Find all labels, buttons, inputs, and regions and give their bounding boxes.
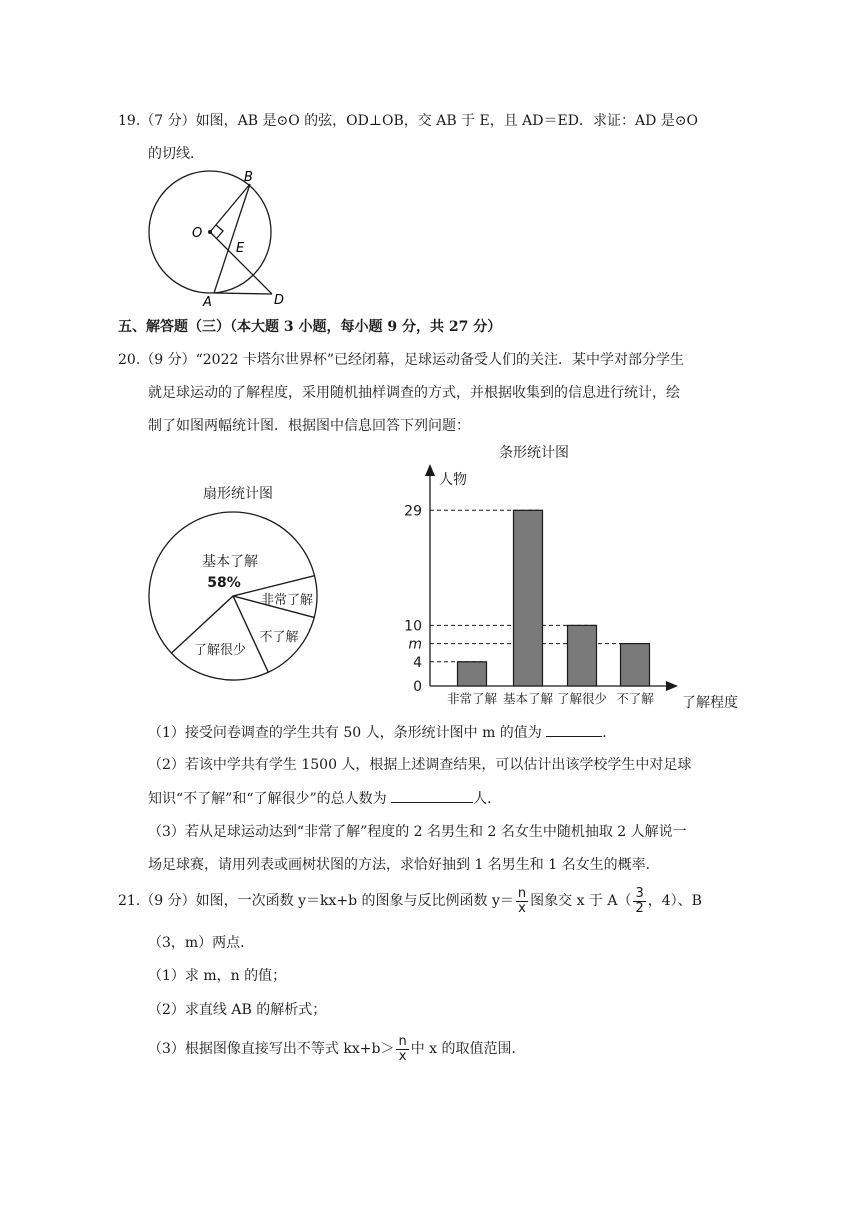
y-tick-label-29: 29 <box>404 503 422 520</box>
x-axis-arrow <box>666 681 678 691</box>
q20-sub3-line2: 场足球赛，请用列表或画树状图的方法，求恰好抽到 1 名男生和 1 名女生的概率． <box>148 857 660 873</box>
x-tick-label-了解很少: 了解很少 <box>556 691 608 706</box>
bar-了解很少 <box>568 625 597 686</box>
fraction-n-over-x-2 <box>396 1035 408 1064</box>
right-angle-mark <box>216 225 223 238</box>
q19-circle-figure <box>140 164 300 310</box>
bar-基本了解 <box>514 510 543 686</box>
q21-sub3-text-b: 中 x 的取值范围． <box>410 1041 526 1057</box>
q21-sub3-text-a: （3）根据图像直接写出不等式 kx+b＞ <box>148 1041 395 1057</box>
q21-sub3 <box>148 1034 525 1064</box>
bar-chart <box>390 440 750 716</box>
y-tick-label-m: m <box>408 636 422 653</box>
q20-line2: 就足球运动的了解程度，采用随机抽样调查的方式，并根据收集到的信息进行统计，绘 <box>148 385 680 401</box>
label-e: E <box>236 241 245 256</box>
q21-text-b: 图象交 x 于 A（ <box>530 893 632 909</box>
q21-text-a: 21.（9 分）如图，一次函数 y＝kx+b 的图象与反比例函数 y＝ <box>118 893 514 909</box>
answer-blank-m[interactable] <box>546 722 602 737</box>
q21-line1 <box>118 886 702 916</box>
fraction-n-over-x <box>516 887 528 916</box>
bar-不了解 <box>621 644 650 686</box>
q21-line2: （3，m）两点． <box>148 935 255 951</box>
q21-sub2: （2）求直线 AB 的解析式； <box>148 1002 327 1018</box>
q20-line1: 20.（9 分）“2022 卡塔尔世界杯”已经闭幕，足球运动备受人们的关注．某中学对部分学生 <box>118 352 685 368</box>
q19-line2: 的切线． <box>148 146 204 162</box>
frac2-denominator-x: x <box>398 1048 407 1064</box>
q20-sub2-line1: （2）若该中学共有学生 1500 人，根据上述调查结果，可以估计出该学校学生中对足球 <box>148 757 692 773</box>
segment-ab <box>214 184 250 293</box>
section-title: 五、解答题（三）（本大题 3 小题，每小题 9 分，共 27 分） <box>118 319 502 335</box>
frac-numerator-3: 3 <box>635 885 644 901</box>
frac-denominator-x: x <box>518 900 526 916</box>
bar-title: 条形统计图 <box>499 445 569 461</box>
q20-sub3-line1: （3）若从足球运动达到“非常了解”程度的 2 名男生和 2 名女生中随机抽取 2 人解说一 <box>148 824 687 840</box>
segment-ob <box>210 184 250 232</box>
label-a: A <box>203 295 212 310</box>
frac-numerator-n: n <box>517 885 527 901</box>
q20-sub2-text: 知识“不了解”和“了解很少”的总人数为 <box>148 791 387 807</box>
pie-label-basic-percent: 58% <box>207 575 241 591</box>
frac2-numerator-n: n <box>398 1033 407 1049</box>
pie-chart <box>140 480 340 690</box>
segment-ad <box>214 293 272 294</box>
q20-line3: 制了如图两幅统计图．根据图中信息回答下列问题： <box>148 418 470 434</box>
label-d: D <box>274 293 285 308</box>
pie-label-very: 非常了解 <box>260 593 314 608</box>
pie-title: 扇形统计图 <box>203 486 273 502</box>
x-axis-label: 了解程度 <box>682 695 738 711</box>
y-axis-label: 人物 <box>439 472 467 488</box>
y-tick-label-4: 4 <box>413 654 422 671</box>
frac-denominator-2: 2 <box>635 900 644 916</box>
bar-非常了解 <box>458 662 487 686</box>
x-tick-label-非常了解: 非常了解 <box>446 691 498 706</box>
label-b: B <box>244 170 253 185</box>
q20-sub2-line2 <box>148 788 501 809</box>
x-tick-label-不了解: 不了解 <box>616 691 654 706</box>
q20-sub1-end: ． <box>602 725 617 741</box>
label-o: O <box>192 226 203 241</box>
q20-sub1-text: （1）接受问卷调查的学生共有 50 人，条形统计图中 m 的值为 <box>148 725 542 741</box>
pie-label-none: 不了解 <box>259 630 299 645</box>
y-tick-label-10: 10 <box>404 618 422 635</box>
y-axis-arrow <box>425 464 435 476</box>
y-tick-label-0: 0 <box>413 679 422 695</box>
q21-text-c: ，4）、B <box>647 893 702 909</box>
x-tick-label-基本了解: 基本了解 <box>502 691 554 706</box>
center-dot <box>208 230 212 234</box>
q20-sub2-end: 人． <box>473 791 502 807</box>
q19-line1: 19.（7 分）如图，AB 是⊙O 的弦，OD⊥OB，交 AB 于 E，且 AD＝ED．求证：AD 是⊙O <box>118 113 698 129</box>
pie-label-basic: 基本了解 <box>202 554 258 570</box>
answer-blank-total[interactable] <box>391 788 473 803</box>
fraction-3-over-2 <box>633 887 645 916</box>
pie-label-little: 了解很少 <box>193 643 247 658</box>
q21-sub1: （1）求 m，n 的值； <box>148 968 287 984</box>
q20-sub1 <box>148 722 616 743</box>
